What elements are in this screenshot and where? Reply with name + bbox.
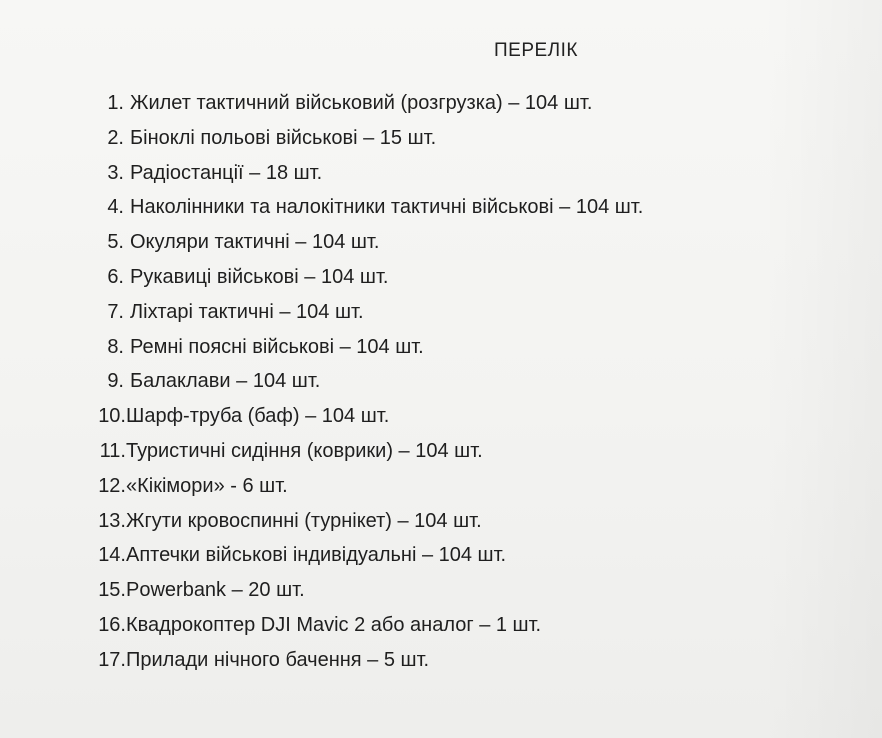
item-number: 15.: [98, 579, 126, 602]
item-text: Окуляри тактичні – 104 шт.: [130, 231, 380, 254]
item-number: 9.: [107, 370, 124, 393]
item-number: 14.: [98, 544, 126, 567]
list-item: [88, 162, 643, 197]
item-list: [88, 92, 643, 684]
list-item: [88, 475, 643, 510]
item-text: Powerbank – 20 шт.: [126, 579, 305, 602]
item-number: 5.: [107, 231, 124, 254]
list-item: [88, 301, 643, 336]
list-item: [88, 127, 643, 162]
list-item: [88, 510, 643, 545]
paper-shadow: [762, 0, 882, 738]
item-number: 8.: [107, 335, 124, 358]
list-item: [88, 266, 643, 301]
item-number: 16.: [98, 613, 126, 636]
list-item: [88, 649, 643, 684]
item-number: 4.: [107, 196, 124, 219]
list-item: [88, 579, 643, 614]
list-item: [88, 405, 643, 440]
list-item: [88, 231, 643, 266]
list-item: [88, 440, 643, 475]
item-text: «Кікімори» - 6 шт.: [126, 474, 288, 497]
item-number: 17.: [98, 648, 126, 671]
item-text: Рукавиці військові – 104 шт.: [130, 265, 389, 288]
item-text: Квадрокоптер DJI Mavic 2 або аналог – 1 шт.: [126, 613, 542, 636]
item-text: Прилади нічного бачення – 5 шт.: [126, 648, 430, 671]
list-item: [88, 92, 643, 127]
item-text: Ліхтарі тактичні – 104 шт.: [130, 300, 364, 323]
item-number: 2.: [107, 126, 124, 149]
item-text: Жгути кровоспинні (турнікет) – 104 шт.: [126, 509, 482, 532]
list-item: [88, 544, 643, 579]
item-number: 11.: [99, 439, 126, 462]
item-text: Радіостанції – 18 шт.: [130, 161, 323, 184]
item-text: Ремні поясні військові – 104 шт.: [130, 335, 424, 358]
item-number: 13.: [98, 509, 126, 532]
item-text: Наколінники та налокітники тактичні військові – 104 шт.: [130, 196, 644, 219]
item-number: 10.: [98, 405, 126, 428]
list-item: [88, 336, 643, 371]
item-text: Жилет тактичний військовий (розгрузка) – 104 шт.: [130, 92, 593, 114]
item-number: 6.: [107, 265, 124, 288]
item-number: 3.: [107, 161, 124, 184]
item-text: Біноклі польові військові – 15 шт.: [130, 126, 437, 149]
item-text: Балаклави – 104 шт.: [130, 370, 321, 393]
item-text: Шарф-труба (баф) – 104 шт.: [126, 405, 390, 428]
list-item: [88, 196, 643, 231]
document-title: ПЕРЕЛІК: [494, 40, 578, 61]
item-text: Туристичні сидіння (коврики) – 104 шт.: [126, 439, 483, 462]
item-number: 1.: [107, 92, 124, 114]
item-number: 7.: [107, 300, 124, 323]
list-item: [88, 614, 643, 649]
item-number: 12.: [98, 474, 126, 497]
list-item: [88, 370, 643, 405]
item-text: Аптечки військові індивідуальні – 104 шт.: [126, 544, 507, 567]
